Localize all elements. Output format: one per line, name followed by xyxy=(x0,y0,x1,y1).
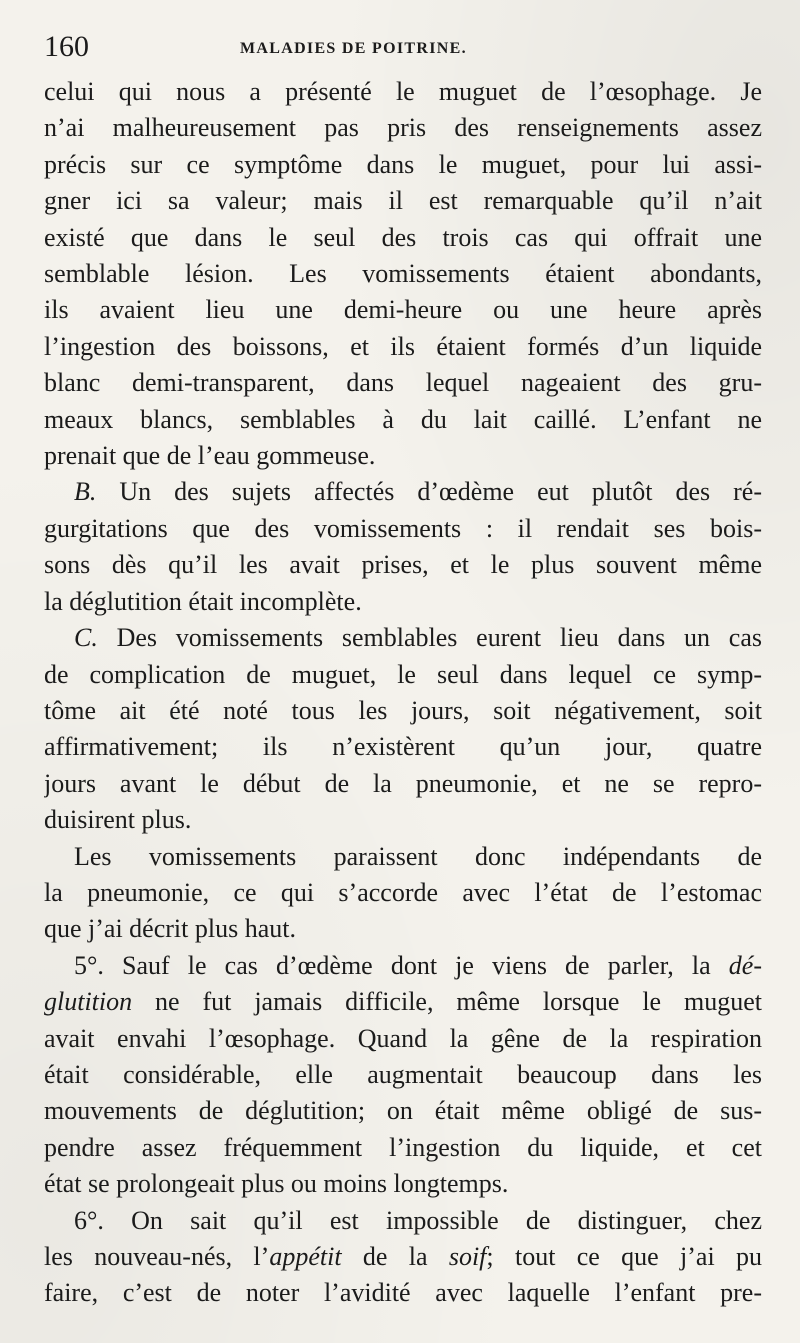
section-marker-b: B. xyxy=(74,477,97,507)
page-number: 160 xyxy=(44,30,89,63)
text-segment: les nouveau-nés, l’ xyxy=(44,1242,270,1271)
text-line: gurgitations que des vomissements : il rendait ses bois- xyxy=(44,513,762,543)
italic-term: soif xyxy=(448,1242,487,1271)
text-line xyxy=(44,1239,762,1275)
italic-term: appétit xyxy=(269,1242,342,1271)
text-line: précis sur ce symptôme dans le muguet, pour lui assi- xyxy=(44,149,762,179)
italic-term: dé- xyxy=(728,950,762,980)
text-segment: Un des sujets affectés d’œdème eut plutôt des ré- xyxy=(96,477,762,507)
text-line: blanc demi-transparent, dans lequel nageaient des gru- xyxy=(44,368,762,398)
text-line: tôme ait été noté tous les jours, soit négativement, soit xyxy=(44,695,762,725)
text-line: n’ai malheureusement pas pris des renseignements assez xyxy=(44,113,762,143)
text-line: sons dès qu’il les avait prises, et le plus souvent même xyxy=(44,550,762,580)
text-segment: Des vomissements semblables eurent lieu dans un cas xyxy=(97,623,762,653)
text-line: de complication de muguet, le seul dans lequel ce symp- xyxy=(44,659,762,689)
paragraph-5-first-line xyxy=(44,948,762,984)
text-line: ils avaient lieu une demi-heure ou une heure après xyxy=(44,295,762,325)
text-line: semblable lésion. Les vomissements étaient abondants, xyxy=(44,259,762,289)
section-marker-c: C. xyxy=(74,623,98,653)
text-line: Les vomissements paraissent donc indépendants de xyxy=(74,841,762,871)
text-line: jours avant le début de la pneumonie, et ne se repro- xyxy=(44,768,762,798)
paragraph-c-first-line xyxy=(44,620,762,656)
text-segment: de la xyxy=(341,1242,449,1271)
paragraph-6-first-line: 6°. On sait qu’il est impossible de distinguer, chez xyxy=(74,1205,762,1235)
text-line: était considérable, elle augmentait beaucoup dans les xyxy=(44,1059,762,1089)
body-text xyxy=(44,74,762,1312)
page-header xyxy=(44,28,762,74)
text-line: que j’ai décrit plus haut. xyxy=(44,914,296,944)
text-line: état se prolongeait plus ou moins longtemps. xyxy=(44,1169,509,1199)
text-line: la déglutition était incomplète. xyxy=(44,586,362,616)
text-line: l’ingestion des boissons, et ils étaient formés d’un liquide xyxy=(44,331,762,361)
text-line: la pneumonie, ce qui s’accorde avec l’état de l’estomac xyxy=(44,877,762,907)
text-line: mouvements de déglutition; on était même obligé de sus- xyxy=(44,1096,762,1126)
paragraph-b-first-line xyxy=(44,474,762,510)
italic-term: glutition xyxy=(44,987,133,1017)
text-line: celui qui nous a présenté le muguet de l’œsophage. Je xyxy=(44,77,762,106)
text-line: prenait que de l’eau gommeuse. xyxy=(44,441,376,471)
text-line: duisirent plus. xyxy=(44,805,192,835)
running-head: MALADIES DE POITRINE. xyxy=(240,40,467,57)
text-line: existé que dans le seul des trois cas qui offrait une xyxy=(44,222,762,252)
text-line xyxy=(44,984,762,1020)
text-line: gner ici sa valeur; mais il est remarquable qu’il n’ait xyxy=(44,186,762,216)
text-segment: ne fut jamais difficile, même lorsque le muguet xyxy=(132,987,762,1017)
text-line: affirmativement; ils n’existèrent qu’un jour, quatre xyxy=(44,732,762,762)
text-line: meaux blancs, semblables à du lait caillé. L’enfant ne xyxy=(44,404,762,434)
text-segment: 5°. Sauf le cas d’œdème dont je viens de parler, la xyxy=(74,950,729,980)
text-segment: ; tout ce que j’ai pu xyxy=(486,1242,762,1271)
text-line: pendre assez fréquemment l’ingestion du liquide, et cet xyxy=(44,1132,762,1162)
text-line: faire, c’est de noter l’avidité avec laquelle l’enfant pre- xyxy=(44,1278,762,1308)
text-line: avait envahi l’œsophage. Quand la gêne de la respiration xyxy=(44,1023,762,1053)
